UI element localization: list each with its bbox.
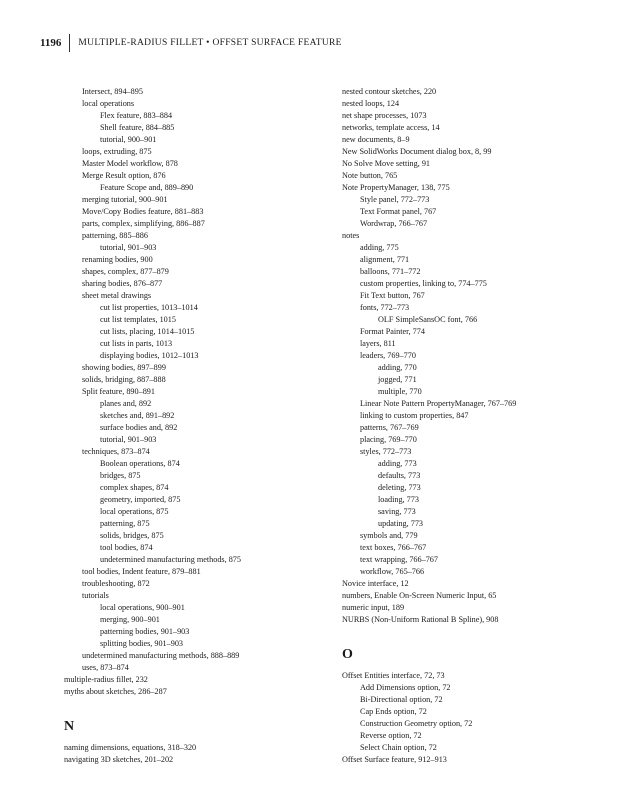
- index-entry: Wordwrap, 766–767: [360, 219, 428, 228]
- index-entry: Split feature, 890–891: [82, 387, 155, 396]
- index-entry: tutorial, 901–903: [100, 435, 157, 444]
- index-entry: cut lists in parts, 1013: [100, 339, 173, 348]
- index-entry: numbers, Enable On-Screen Numeric Input, 65: [342, 591, 497, 600]
- index-entry: Note PropertyManager, 138, 775: [342, 183, 450, 192]
- index-entry: troubleshooting, 872: [82, 579, 150, 588]
- index-entry: Flex feature, 883–884: [100, 111, 173, 120]
- index-entry: alignment, 771: [360, 255, 410, 264]
- index-entry: Format Painter, 774: [360, 327, 425, 336]
- index-entry: surface bodies and, 892: [100, 423, 178, 432]
- index-entry: adding, 775: [360, 243, 399, 252]
- index-entry: numeric input, 189: [342, 603, 405, 612]
- index-entry: naming dimensions, equations, 318–320: [64, 743, 197, 752]
- index-entry: New SolidWorks Document dialog box, 8, 99: [342, 147, 492, 156]
- index-entry: cut list properties, 1013–1014: [100, 303, 198, 312]
- index-entry: Master Model workflow, 878: [82, 159, 178, 168]
- index-entry: Novice interface, 12: [342, 579, 409, 588]
- index-entry: cut lists, placing, 1014–1015: [100, 327, 195, 336]
- index-entry: nested loops, 124: [342, 99, 400, 108]
- index-column-left: [64, 86, 334, 766]
- index-entry: tutorial, 900–901: [100, 135, 157, 144]
- index-entry: undetermined manufacturing methods, 888–889: [82, 651, 240, 660]
- index-entry: loading, 773: [378, 495, 419, 504]
- page-number: 1196: [40, 34, 70, 52]
- index-entry: NURBS (Non-Uniform Rational B Spline), 908: [342, 615, 499, 624]
- index-entry: showing bodies, 897–899: [82, 363, 166, 372]
- index-entry: Offset Entities interface, 72, 73: [342, 671, 445, 680]
- running-head: MULTIPLE-RADIUS FILLET • OFFSET SURFACE FEATURE: [78, 38, 342, 48]
- index-entry: planes and, 892: [100, 399, 152, 408]
- index-entry: undetermined manufacturing methods, 875: [100, 555, 241, 564]
- index-entry: notes: [342, 231, 360, 240]
- index-entry: Select Chain option, 72: [360, 743, 437, 752]
- index-entry: patterning, 875: [100, 519, 150, 528]
- index-entry: Shell feature, 884–885: [100, 123, 175, 132]
- index-entry: tutorials: [82, 591, 109, 600]
- index-entry: workflow, 765–766: [360, 567, 425, 576]
- index-entry: Linear Note Pattern PropertyManager, 767–769: [360, 399, 517, 408]
- index-entry: bridges, 875: [100, 471, 141, 480]
- index-entry: sheet metal drawings: [82, 291, 152, 300]
- index-entry: No Solve Move setting, 91: [342, 159, 431, 168]
- index-entry: Style panel, 772–773: [360, 195, 430, 204]
- section-letter-heading: O: [342, 647, 353, 662]
- index-entry: local operations, 900–901: [100, 603, 185, 612]
- index-entry: navigating 3D sketches, 201–202: [64, 755, 174, 764]
- index-entry: leaders, 769–770: [360, 351, 416, 360]
- index-entry: sharing bodies, 876–877: [82, 279, 163, 288]
- index-entry: Fit Text button, 767: [360, 291, 425, 300]
- index-entry: Move/Copy Bodies feature, 881–883: [82, 207, 204, 216]
- index-entry: local operations, 875: [100, 507, 169, 516]
- page-header: [40, 34, 342, 52]
- index-entry: techniques, 873–874: [82, 447, 150, 456]
- index-entry: parts, complex, simplifying, 886–887: [82, 219, 205, 228]
- index-entry: Add Dimensions option, 72: [360, 683, 451, 692]
- index-entry: loops, extruding, 875: [82, 147, 152, 156]
- index-entry: tool bodies, 874: [100, 543, 153, 552]
- index-entry: adding, 773: [378, 459, 417, 468]
- index-entry: merging, 900–901: [100, 615, 160, 624]
- index-entry: sketches and, 891–892: [100, 411, 175, 420]
- index-entry: styles, 772–773: [360, 447, 412, 456]
- index-entry: OLF SimpleSansOC font, 766: [378, 315, 478, 324]
- index-entry: Feature Scope and, 889–890: [100, 183, 194, 192]
- index-entry: multiple, 770: [378, 387, 422, 396]
- index-entry: fonts, 772–773: [360, 303, 410, 312]
- index-entry: new documents, 8–9: [342, 135, 410, 144]
- index-entry: adding, 770: [378, 363, 417, 372]
- index-entry: jogged, 771: [378, 375, 417, 384]
- index-entry: defaults, 773: [378, 471, 421, 480]
- index-entry: Intersect, 894–895: [82, 87, 143, 96]
- index-entry: placing, 769–770: [360, 435, 417, 444]
- index-entry: text boxes, 766–767: [360, 543, 427, 552]
- index-entry: displaying bodies, 1012–1013: [100, 351, 199, 360]
- index-entry: Text Format panel, 767: [360, 207, 437, 216]
- index-entry: balloons, 771–772: [360, 267, 421, 276]
- index-entry: linking to custom properties, 847: [360, 411, 469, 420]
- index-entry: deleting, 773: [378, 483, 421, 492]
- index-entry: Offset Surface feature, 912–913: [342, 755, 447, 764]
- index-entry: patterns, 767–769: [360, 423, 419, 432]
- index-entry: merging tutorial, 900–901: [82, 195, 168, 204]
- index-entry: myths about sketches, 286–287: [64, 687, 167, 696]
- index-entry: solids, bridges, 875: [100, 531, 164, 540]
- index-entry: Note button, 765: [342, 171, 398, 180]
- index-entry: nested contour sketches, 220: [342, 87, 437, 96]
- index-entry: text wrapping, 766–767: [360, 555, 438, 564]
- index-entry: geometry, imported, 875: [100, 495, 181, 504]
- index-entry: splitting bodies, 901–903: [100, 639, 184, 648]
- index-entry: layers, 811: [360, 339, 396, 348]
- index-entry: networks, template access, 14: [342, 123, 440, 132]
- index-entry: updating, 773: [378, 519, 424, 528]
- index-entry: renaming bodies, 900: [82, 255, 153, 264]
- index-entry: Boolean operations, 874: [100, 459, 180, 468]
- index-entry: net shape processes, 1073: [342, 111, 427, 120]
- index-entry: Merge Result option, 876: [82, 171, 166, 180]
- index-entry: solids, bridging, 887–888: [82, 375, 166, 384]
- index-entry: uses, 873–874: [82, 663, 129, 672]
- index-entry: Cap Ends option, 72: [360, 707, 427, 716]
- index-entry: Reverse option, 72: [360, 731, 422, 740]
- index-entry: Bi-Directional option, 72: [360, 695, 443, 704]
- index-entry: Construction Geometry option, 72: [360, 719, 473, 728]
- index-entry: custom properties, linking to, 774–775: [360, 279, 487, 288]
- index-entry: patterning, 885–886: [82, 231, 148, 240]
- index-entry: saving, 773: [378, 507, 416, 516]
- index-column-right: [342, 86, 612, 766]
- index-entry: multiple-radius fillet, 232: [64, 675, 148, 684]
- index-entry: tool bodies, Indent feature, 879–881: [82, 567, 201, 576]
- index-entry: local operations: [82, 99, 135, 108]
- index-entry: tutorial, 901–903: [100, 243, 157, 252]
- index-entry: shapes, complex, 877–879: [82, 267, 169, 276]
- index-entry: symbols and, 779: [360, 531, 418, 540]
- section-letter-heading: N: [64, 719, 75, 734]
- index-entry: cut list templates, 1015: [100, 315, 176, 324]
- index-entry: complex shapes, 874: [100, 483, 169, 492]
- index-entry: patterning bodies, 901–903: [100, 627, 190, 636]
